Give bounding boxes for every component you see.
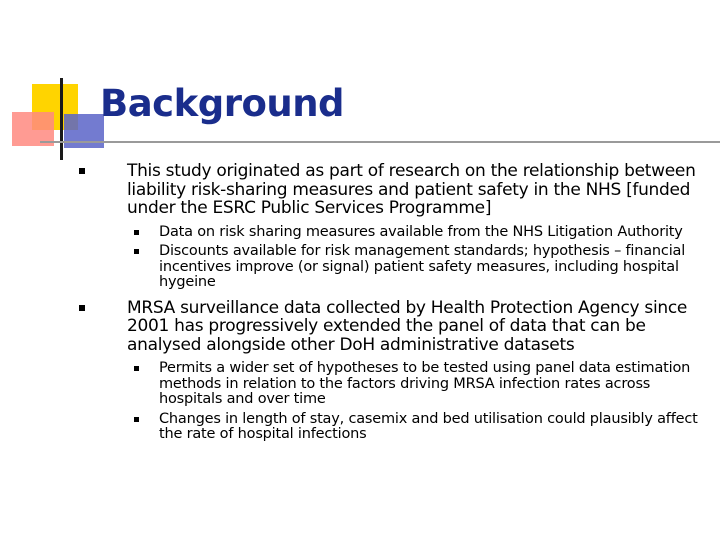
square-bullet-icon — [134, 417, 139, 422]
sub-bullet-text: Changes in length of stay, casemix and bed utilisation could plausibly affect the rate of hospital infections — [159, 410, 698, 442]
title-underline-rule — [40, 141, 720, 143]
title-decoration-vertical-line — [60, 78, 63, 160]
slide-title: Background — [100, 82, 345, 125]
sub-bullet-text: Discounts available for risk management standards; hypothesis – financial incentives improve (or signal) patient safety measures, including hospital hygeine — [159, 243, 686, 290]
bullet-text: This study originated as part of research on the relationship between liability risk-sharing measures and patient safety in the NHS [funded under the ESRC Public Services Programme] — [127, 161, 696, 218]
bullet-item — [78, 299, 708, 443]
sub-bullet-text: Data on risk sharing measures available from the NHS Litigation Authority — [159, 223, 683, 240]
sub-bullet-list — [127, 361, 708, 443]
sub-bullet-text: Permits a wider set of hypotheses to be tested using panel data estimation methods in relation to the factors driving MRSA infection rates across hospitals and over time — [159, 360, 691, 407]
square-bullet-icon — [79, 168, 85, 174]
square-bullet-icon — [134, 230, 139, 235]
sub-bullet-item — [127, 244, 708, 291]
sub-bullet-item — [127, 412, 708, 443]
bullet-text: MRSA surveillance data collected by Health Protection Agency since 2001 has progressively extended the panel of data that can be analysed alongside other DoH administrative datasets — [127, 297, 688, 355]
sub-bullet-item — [127, 361, 708, 408]
slide-body — [78, 162, 708, 447]
square-bullet-icon — [134, 249, 139, 254]
sub-bullet-item — [127, 225, 708, 241]
bullet-item — [78, 162, 708, 291]
square-bullet-icon — [79, 305, 85, 311]
square-bullet-icon — [134, 366, 139, 371]
sub-bullet-list — [127, 225, 708, 291]
